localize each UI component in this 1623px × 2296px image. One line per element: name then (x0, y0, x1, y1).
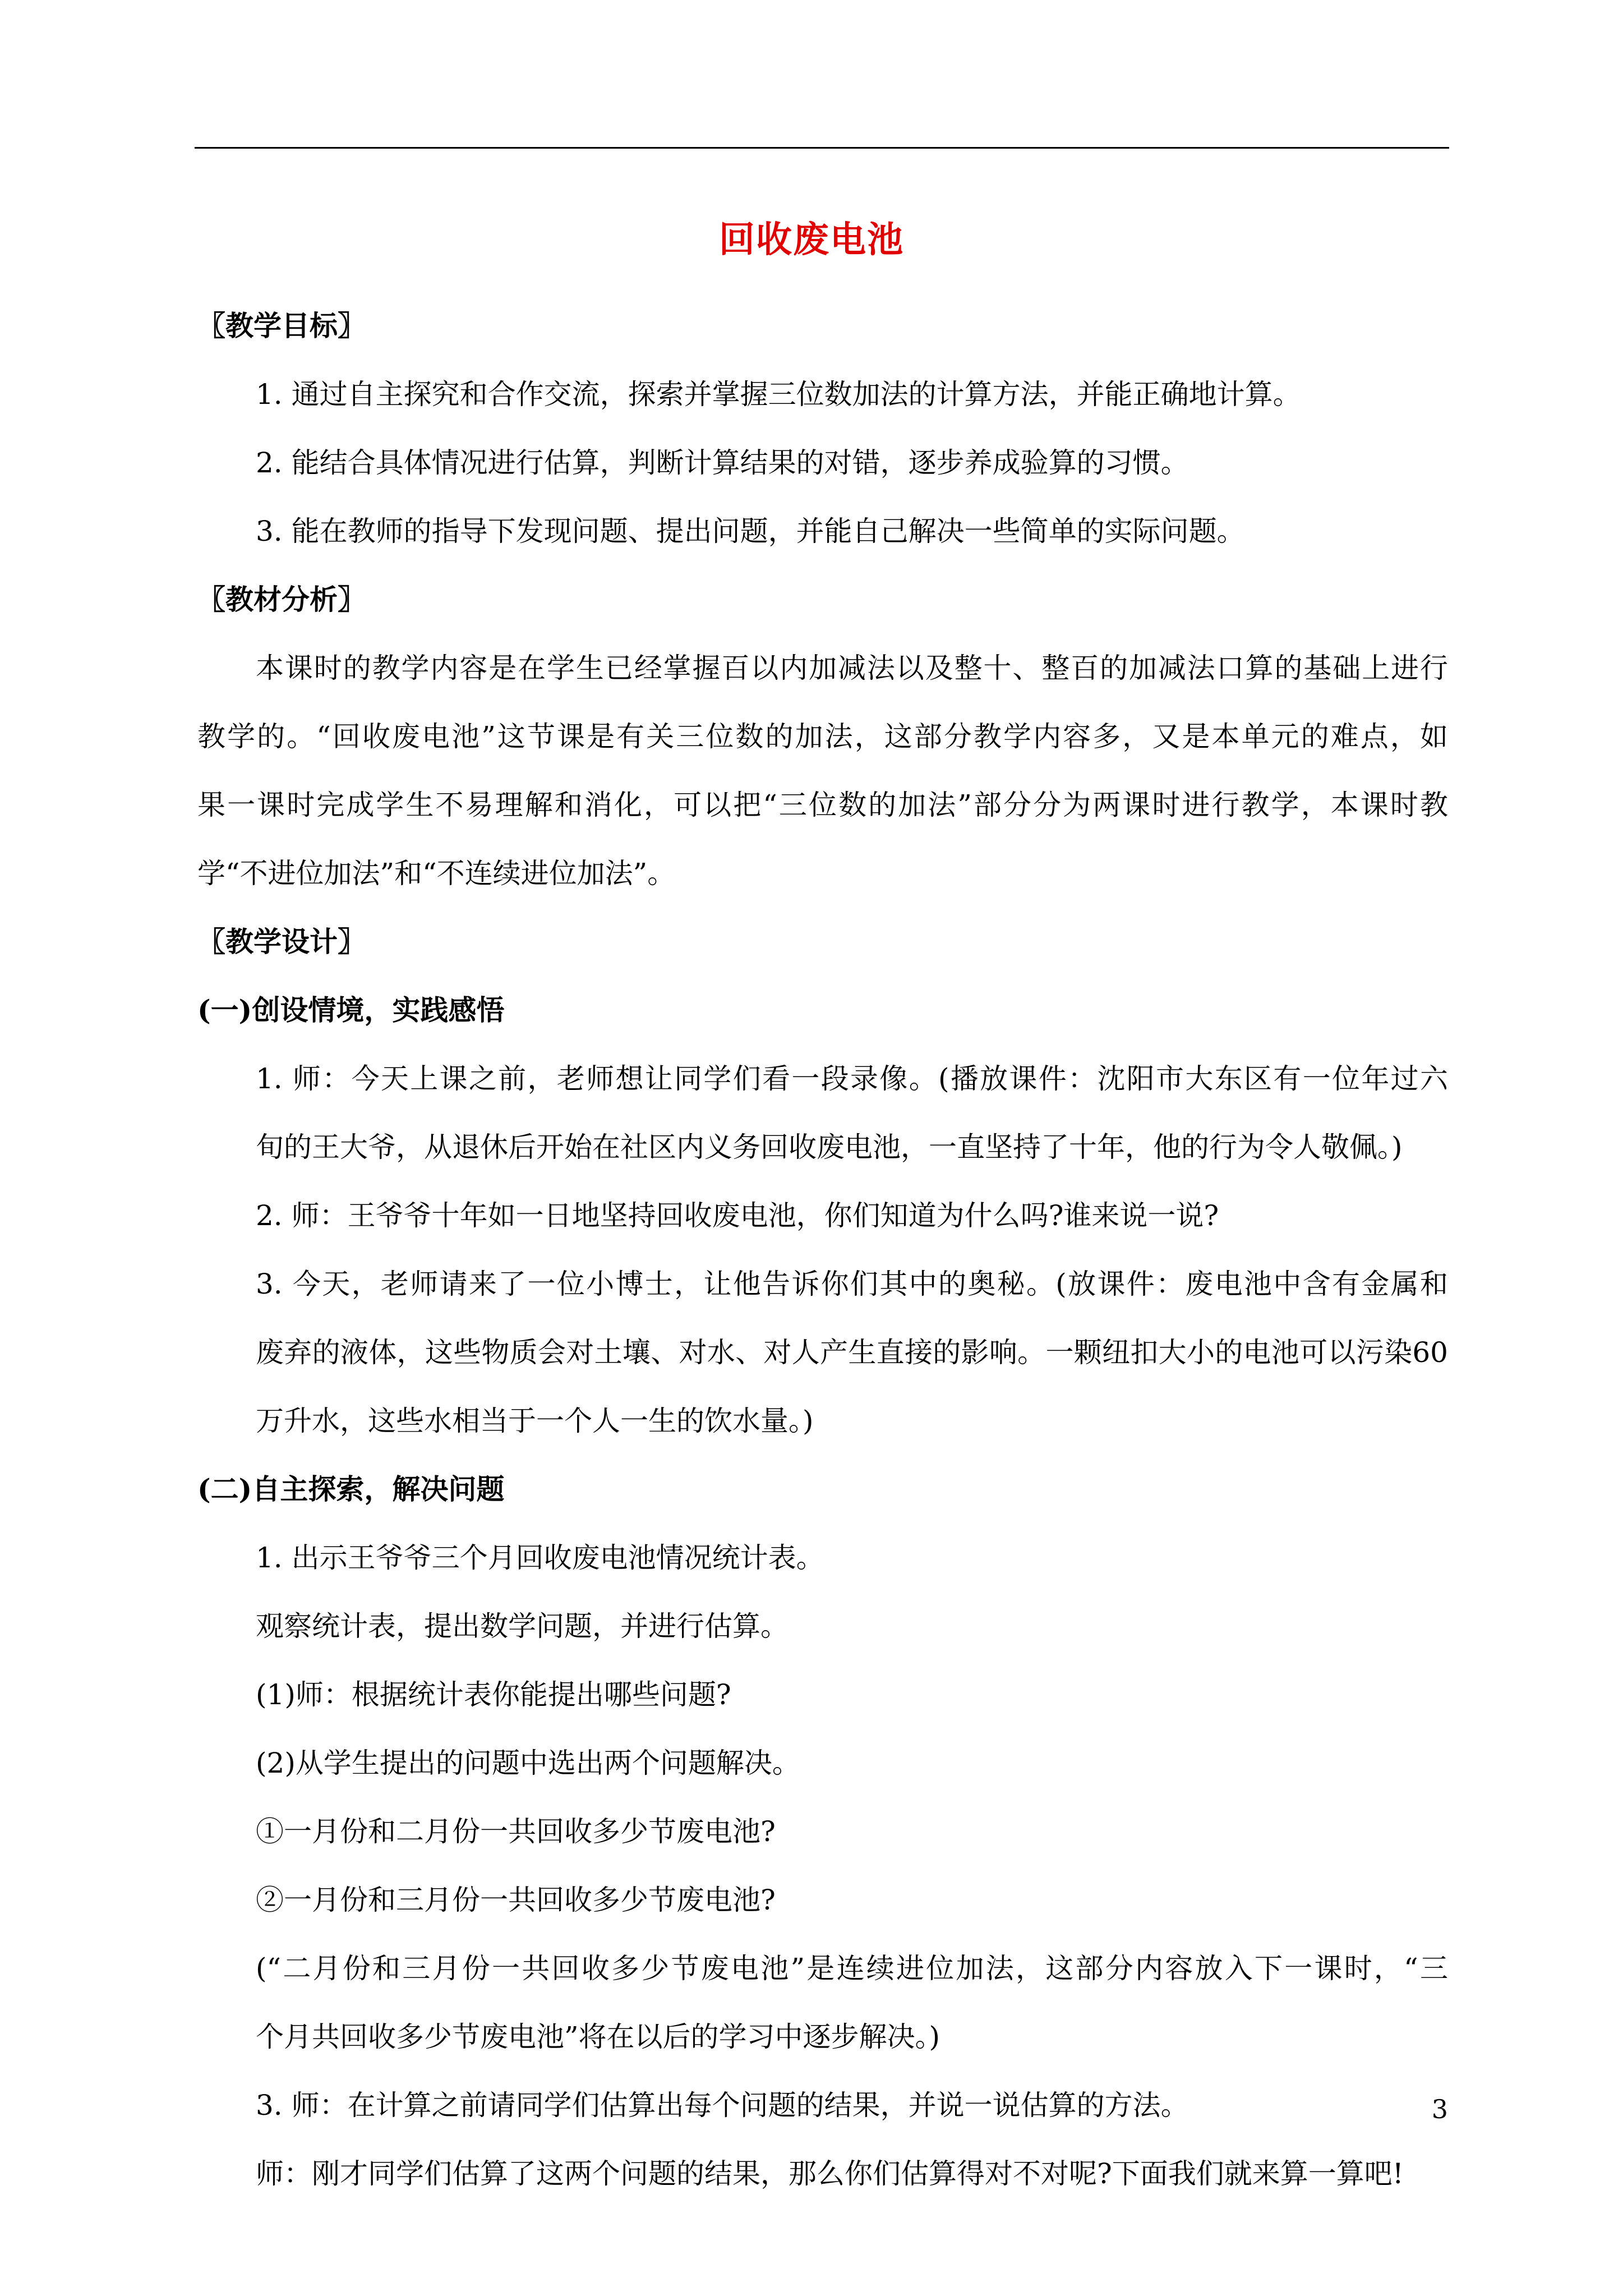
text-line: 1. 出示王爷爷三个月回收废电池情况统计表。 (256, 1542, 824, 1574)
text-line: (1)师：根据统计表你能提出哪些问题? (256, 1678, 731, 1711)
text-line: 学“不进位加法”和“不连续进位加法”。 (197, 857, 676, 890)
text-line: ②一月份和三月份一共回收多少节废电池? (256, 1884, 776, 1916)
document-title: 回收废电池 (719, 219, 904, 261)
text-line: 旬的王大爷，从退休后开始在社区内义务回收废电池，一直坚持了十年，他的行为令人敬佩。) (256, 1131, 1403, 1163)
text-line: 2. 师：王爷爷十年如一日地坚持回收废电池，你们知道为什么吗?谁来说一说? (256, 1199, 1219, 1232)
text-line: 个月共回收多少节废电池”将在以后的学习中逐步解决。) (256, 2021, 940, 2053)
document-body (197, 292, 1448, 2208)
text-line: 3. 能在教师的指导下发现问题、提出问题，并能自己解决一些简单的实际问题。 (256, 515, 1245, 547)
header-rule (195, 147, 1449, 149)
text-line: 本课时的教学内容是在学生已经掌握百以内加减法以及整十、整百的加减法口算的基础上进行 (256, 652, 1448, 684)
text-line: (一)创设情境，实践感悟 (197, 993, 505, 1027)
text-line: 废弃的液体，这些物质会对土壤、对水、对人产生直接的影响。一颗纽扣大小的电池可以污染60 (256, 1336, 1448, 1369)
text-line: 1. 师：今天上课之前，老师想让同学们看一段录像。(播放课件：沈阳市大东区有一位年过六 (256, 1062, 1448, 1095)
text-line: 3. 今天，老师请来了一位小博士，让他告诉你们其中的奥秘。(放课件：废电池中含有金属和 (256, 1268, 1448, 1300)
text-line: 3. 师：在计算之前请同学们估算出每个问题的结果，并说一说估算的方法。 (256, 2089, 1189, 2122)
text-line: (二)自主探索，解决问题 (197, 1473, 505, 1506)
text-line: 〖教学设计〗 (197, 925, 366, 958)
text-line: (“二月份和三月份一共回收多少节废电池”是连续进位加法，这部分内容放入下一课时，“三 (256, 1952, 1448, 1985)
text-line: ①一月份和二月份一共回收多少节废电池? (256, 1815, 776, 1848)
text-line: 教学的。“回收废电池”这节课是有关三位数的加法，这部分教学内容多，又是本单元的难点，如 (197, 720, 1448, 753)
text-line: 万升水，这些水相当于一个人一生的饮水量。) (256, 1405, 814, 1437)
text-line: 〖教材分析〗 (197, 583, 366, 616)
text-line: 果一课时完成学生不易理解和消化，可以把“三位数的加法”部分分为两课时进行教学，本课时教 (197, 789, 1448, 821)
page-number: 3 (1431, 2094, 1448, 2124)
text-line: (2)从学生提出的问题中选出两个问题解决。 (256, 1747, 800, 1779)
text-line: 师：刚才同学们估算了这两个问题的结果，那么你们估算得对不对呢?下面我们就来算一算吧! (256, 2157, 1404, 2190)
text-line: 1. 通过自主探究和合作交流，探索并掌握三位数加法的计算方法，并能正确地计算。 (256, 378, 1301, 411)
text-line: 2. 能结合具体情况进行估算，判断计算结果的对错，逐步养成验算的习惯。 (256, 447, 1189, 479)
text-line: 〖教学目标〗 (197, 309, 366, 342)
text-line: 观察统计表，提出数学问题，并进行估算。 (256, 1610, 789, 1642)
